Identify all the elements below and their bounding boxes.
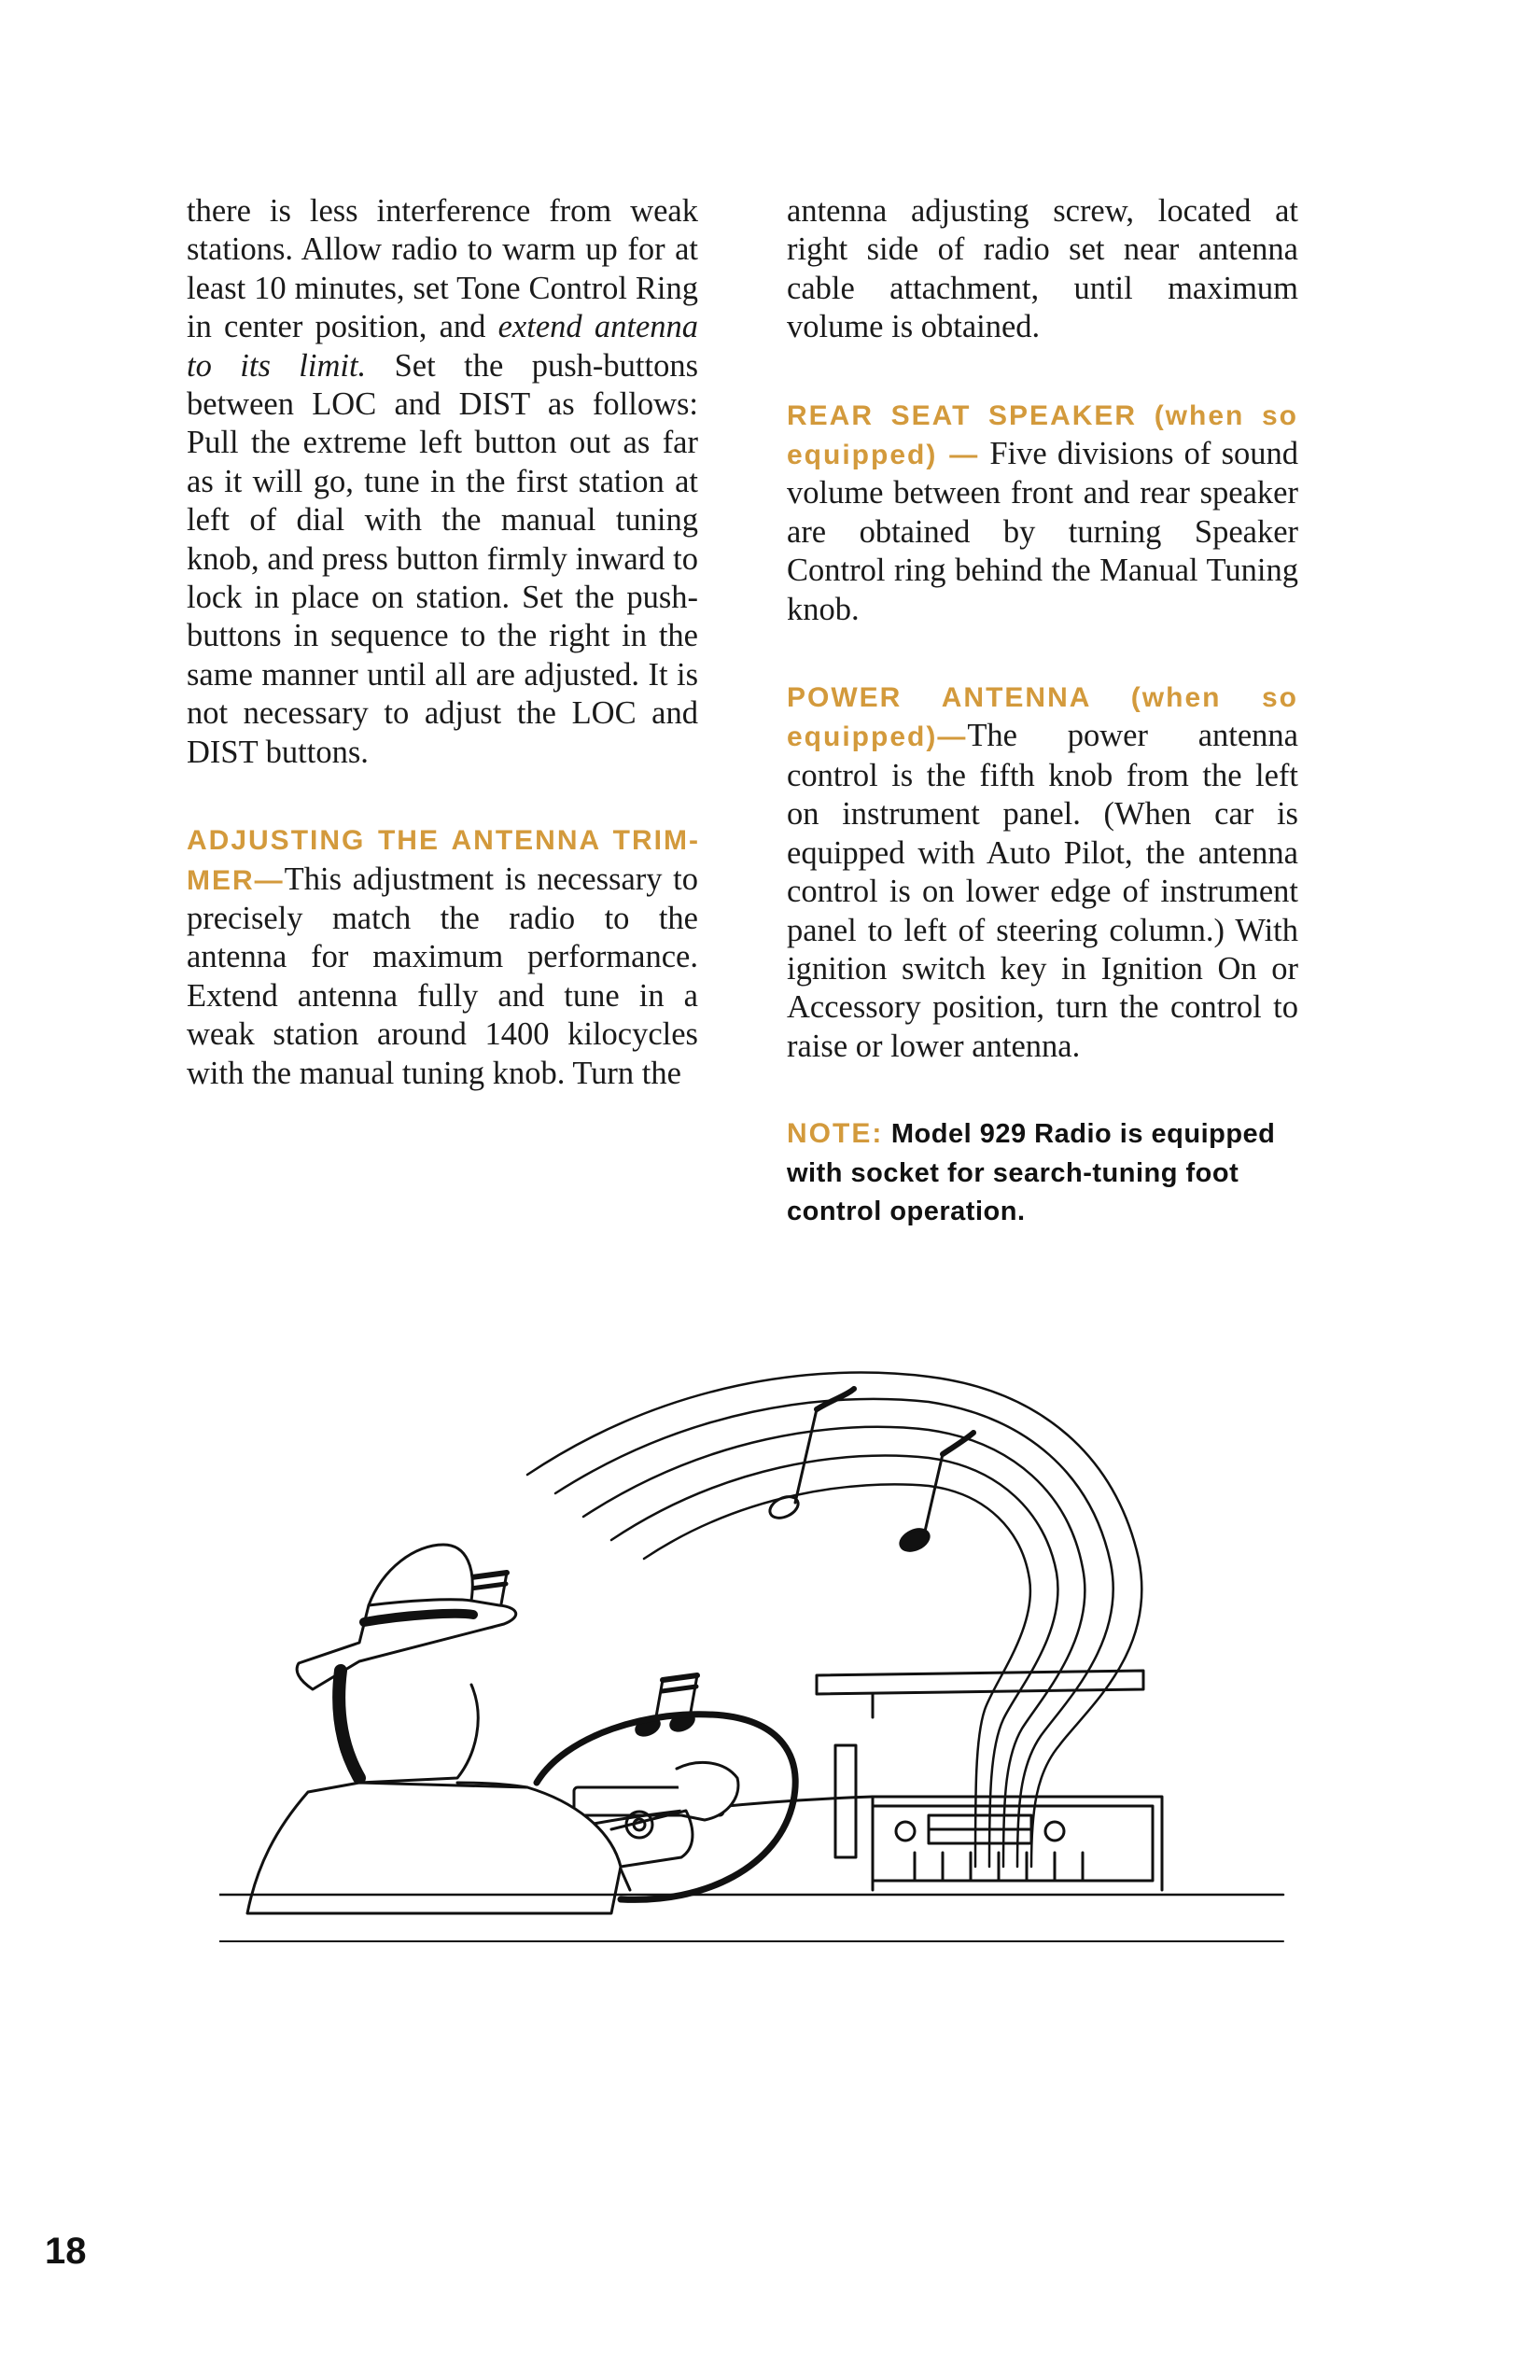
left-column xyxy=(187,192,698,1093)
page-number: 18 xyxy=(45,2231,87,2272)
heading-power-antenna: POWER ANTENNA (when so equipped)— xyxy=(787,682,1298,753)
music-note-icon xyxy=(634,1675,697,1739)
music-note-icon xyxy=(766,1389,854,1522)
paragraph-power-antenna xyxy=(787,678,1298,1066)
paragraph-rear-seat-speaker xyxy=(787,396,1298,629)
paragraph-antenna-screw: antenna adjusting screw, located at right side of radio set near antenna cable attachment, until maximum volume is obtained. xyxy=(787,193,1298,345)
note-text: Model 929 Radio is equipped with socket for search-tuning foot control operation. xyxy=(787,1119,1276,1226)
setup-text-b: Set the push-buttons between LOC and DIST as follows: Pull the extreme left button out as far as it will go, tune in the first station at left of dial with the manual tuning knob, and press button firmly inward to lock in place on station. Set the push-buttons in sequence to the right in the same manner until all are adjusted. It is not necessary to adjust the LOC and DIST buttons. xyxy=(187,347,698,770)
music-notes xyxy=(442,1389,973,1739)
heading-rear-seat-speaker: REAR SEAT SPEAKER (when so equipped) — xyxy=(787,399,1298,471)
heading-antenna-trimmer: ADJUSTING THE ANTENNA TRIMMER— xyxy=(187,825,698,896)
heading-note: NOTE: xyxy=(787,1118,884,1150)
paragraph-antenna-trimmer xyxy=(187,820,698,1093)
setup-text-emphasis: extend antenna to its limit. xyxy=(187,309,699,384)
power-antenna-text: The power antenna control is the fifth knob from the left on instrument panel. (When car is equipped with Auto Pilot, the antenna control is on lower edge of instrument panel to left of steering column.) With ignition switch key in Ignition On or Accessory position, turn the control to raise or lower antenna. xyxy=(787,718,1298,1064)
driver-figure xyxy=(247,1545,738,1913)
paragraph-note xyxy=(787,1114,1298,1231)
rear-seat-speaker-text: Five divisions of sound volume between front and rear speaker are obtained by turning Speaker Control ring behind the Manual Tuning knob. xyxy=(787,436,1298,627)
rearview-mirror xyxy=(817,1671,1143,1694)
setup-text-a: there is less interference from weak stations. Allow radio to warm up for at least 10 minutes, set Tone Control Ring in center position, and xyxy=(187,193,698,345)
right-column xyxy=(787,192,1298,1231)
antenna-trimmer-text: This adjustment is necessary to precisely match the radio to the antenna for maximum performance. Extend antenna fully and tune in a weak station around 1400 kilocycles with the manual tuning knob. Turn the xyxy=(187,861,698,1091)
paragraph-radio-setup xyxy=(187,192,698,772)
driver-radio-illustration xyxy=(219,1344,1293,1979)
